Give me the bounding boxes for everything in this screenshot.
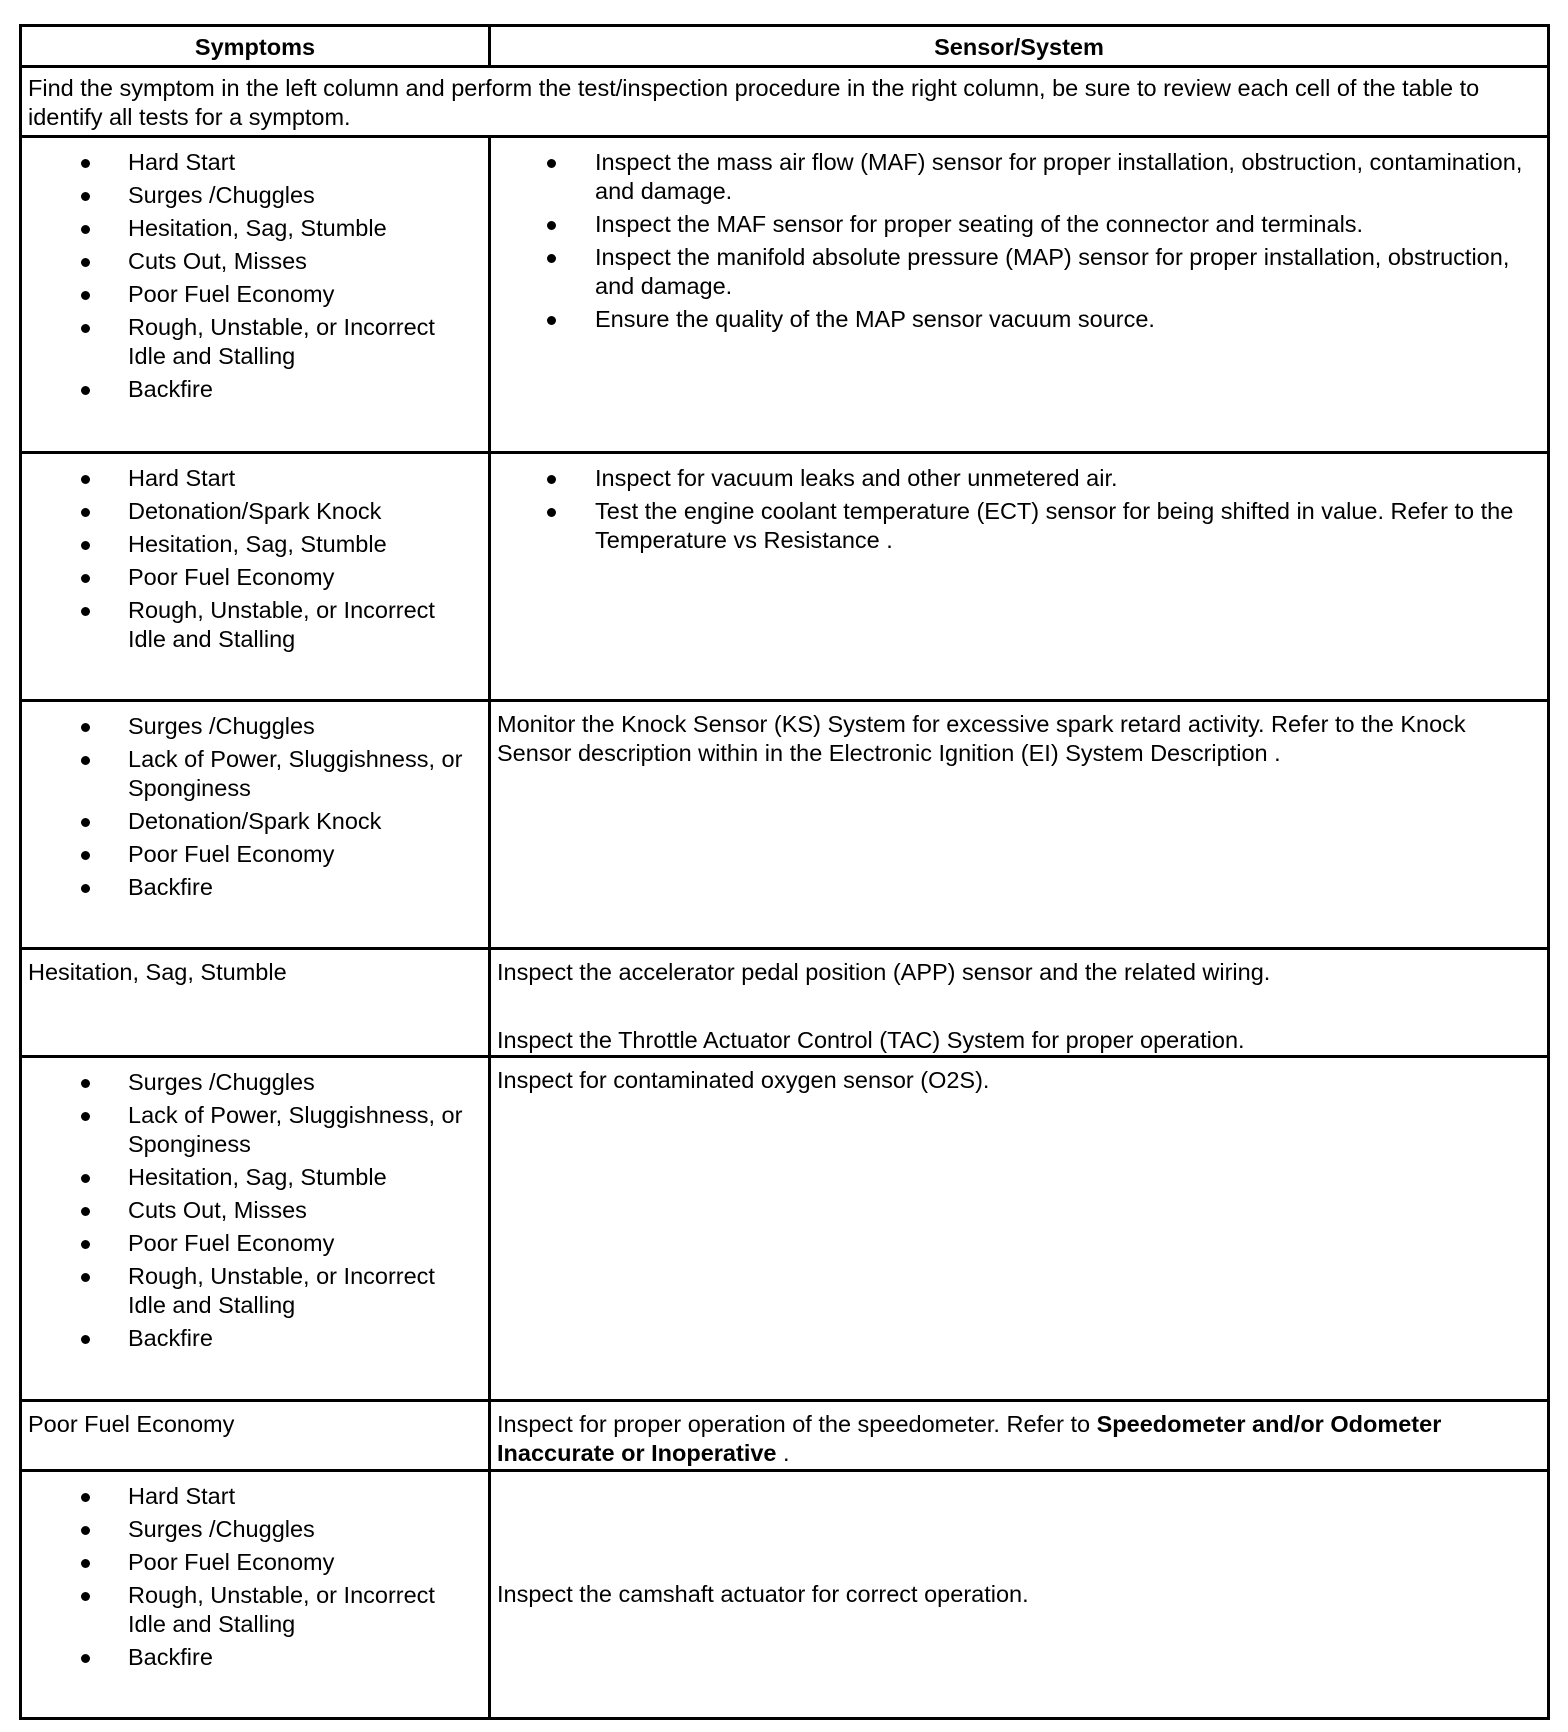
action-cell: Monitor the Knock Sensor (KS) System for excessive spark retard activity. Refer to the Knock Sensor description within in the Electronic Ignition (EI) System Description . [490,701,1549,949]
symptoms-cell: Poor Fuel Economy [21,1401,490,1471]
action-text: Inspect for proper operation of the speedometer. Refer to [497,1411,1097,1437]
action-paragraph: Inspect the Throttle Actuator Control (TAC) System for proper operation. [497,1027,1245,1053]
table-header-row [21,26,1549,67]
list-item: Surges /Chuggles [22,712,468,741]
list-item: Hesitation, Sag, Stumble [22,530,468,559]
list-item: Poor Fuel Economy [22,840,468,869]
list-item: Test the engine coolant temperature (ECT) sensor for being shifted in value. Refer to the Temperature vs Resistance . [491,497,1527,555]
action-cell: Inspect for contaminated oxygen sensor (O2S). [490,1057,1549,1401]
table-row [21,949,1549,1057]
symptoms-cell: Hesitation, Sag, Stumble [21,949,490,1057]
action-cell [490,949,1549,1057]
list-item: Detonation/Spark Knock [22,497,468,526]
symptoms-header: Symptoms [21,26,490,67]
list-item: Hesitation, Sag, Stumble [22,1163,468,1192]
action-cell [490,1401,1549,1471]
action-cell [490,137,1549,453]
symptom-list [22,148,468,404]
table-row [21,137,1549,453]
symptoms-cell [21,1057,490,1401]
list-item: Rough, Unstable, or Incorrect Idle and Stalling [22,313,468,371]
list-item: Backfire [22,1324,468,1353]
list-item: Surges /Chuggles [22,181,468,210]
list-item: Ensure the quality of the MAP sensor vacuum source. [491,305,1527,334]
symptoms-cell [21,453,490,701]
table-row [21,701,1549,949]
list-item: Inspect the mass air flow (MAF) sensor for proper installation, obstruction, contamination, and damage. [491,148,1527,206]
symptom-list [22,1482,468,1672]
table-row [21,1401,1549,1471]
speedometer-reference: Speedometer and/or Odometer Inaccurate or Inoperative [497,1411,1442,1466]
table-row [21,1471,1549,1719]
list-item: Hard Start [22,148,468,177]
symptom-list [22,464,468,654]
action-text-suffix: . [776,1440,790,1466]
list-item: Rough, Unstable, or Incorrect Idle and Stalling [22,1262,468,1320]
list-item: Poor Fuel Economy [22,1229,468,1258]
list-item: Poor Fuel Economy [22,280,468,309]
action-paragraph: Inspect the accelerator pedal position (APP) sensor and the related wiring. [497,959,1271,985]
list-item: Detonation/Spark Knock [22,807,468,836]
list-item: Cuts Out, Misses [22,1196,468,1225]
symptoms-cell [21,1471,490,1719]
list-item: Inspect the manifold absolute pressure (MAP) sensor for proper installation, obstruction, and damage. [491,243,1527,301]
table-row [21,1057,1549,1401]
action-cell: Inspect the camshaft actuator for correct operation. [490,1471,1549,1719]
list-item: Backfire [22,1643,468,1672]
list-item: Surges /Chuggles [22,1515,468,1544]
action-cell [490,453,1549,701]
list-item: Backfire [22,375,468,404]
action-list [491,148,1527,334]
list-item: Rough, Unstable, or Incorrect Idle and Stalling [22,596,468,654]
intro-row [21,67,1549,137]
symptom-test-table [19,24,1550,1720]
list-item: Hard Start [22,1482,468,1511]
list-item: Rough, Unstable, or Incorrect Idle and Stalling [22,1581,468,1639]
list-item: Hard Start [22,464,468,493]
symptoms-cell [21,137,490,453]
list-item: Backfire [22,873,468,902]
list-item: Inspect the MAF sensor for proper seating of the connector and terminals. [491,210,1527,239]
list-item: Hesitation, Sag, Stumble [22,214,468,243]
list-item: Lack of Power, Sluggishness, or Sponginess [22,1101,468,1159]
action-list [491,464,1527,555]
list-item: Surges /Chuggles [22,1068,468,1097]
symptoms-cell [21,701,490,949]
table-row [21,453,1549,701]
symptom-list [22,1068,468,1353]
symptom-list [22,712,468,902]
sensor-system-header: Sensor/System [490,26,1549,67]
list-item: Lack of Power, Sluggishness, or Sponginess [22,745,468,803]
list-item: Inspect for vacuum leaks and other unmetered air. [491,464,1527,493]
intro-text: Find the symptom in the left column and perform the test/inspection procedure in the right column, be sure to review each cell of the table to identify all tests for a symptom. [21,67,1549,137]
list-item: Poor Fuel Economy [22,563,468,592]
list-item: Cuts Out, Misses [22,247,468,276]
list-item: Poor Fuel Economy [22,1548,468,1577]
